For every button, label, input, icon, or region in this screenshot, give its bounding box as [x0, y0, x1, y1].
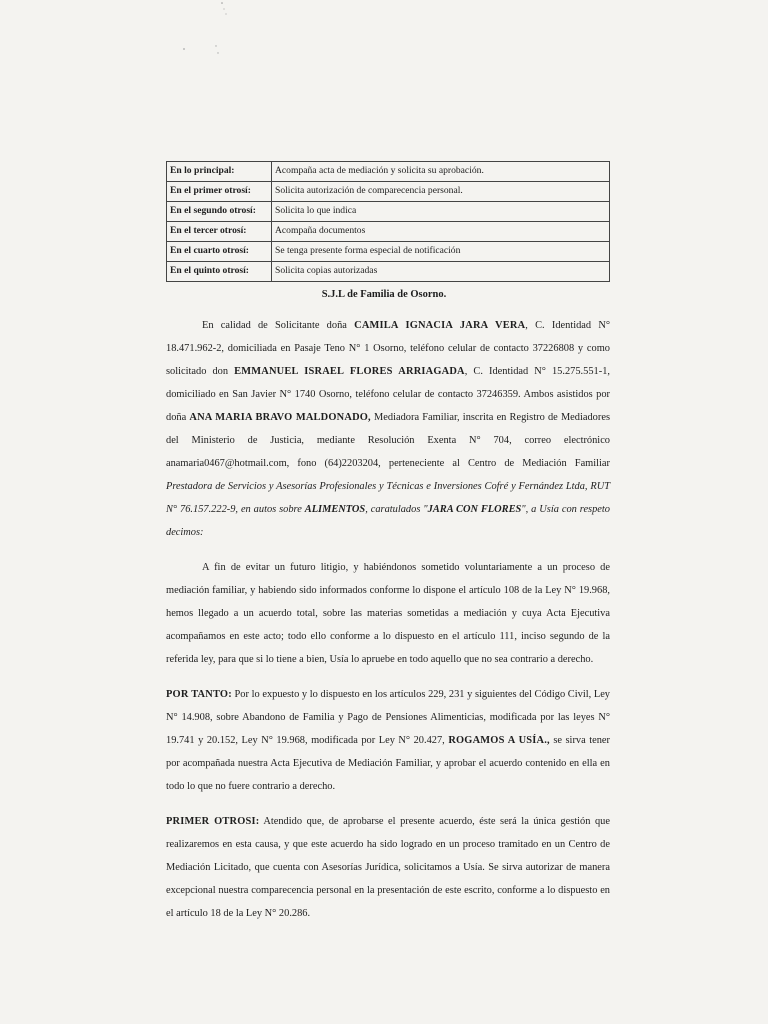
text-segment: Atendido que, de aprobarse el presente acuerdo, éste será la única gestión que realizaremos en esta causa, y que este acuerdo ha sido logrado en un proceso tramitado en un Centro de Mediación Licitado, que cuenta con Asesorías Jurídica, solicitamos a Usía. Se sirva autorizar de manera excepcional nuestra comparecencia personal en la presentación de este escrito, conforme a lo dispuesto en el artículo 18 de la Ley N° 20.286. — [166, 816, 610, 919]
text-segment-italic: , caratulados " — [365, 504, 428, 515]
row-value: Solicita autorización de comparecencia personal. — [272, 182, 610, 202]
text-segment: , C. Identidad N° 18.471.962-2, domiciliada en Pasaje Teno N° 1 Osorno, teléfono celular de contacto 37226808 y como solicitado don — [166, 320, 610, 377]
applicant-name: CAMILA IGNACIA JARA VERA — [354, 320, 526, 331]
scan-specks — [0, 0, 768, 120]
text-segment: En calidad de Solicitante doña — [202, 320, 355, 331]
row-value: Se tenga presente forma especial de notificación — [272, 242, 610, 262]
row-value: Acompaña acta de mediación y solicita su aprobación. — [272, 162, 610, 182]
document-body — [166, 314, 610, 925]
summary-table — [166, 161, 610, 282]
text-segment: , C. Identidad N° 15.275.551-1, domiciliado en San Javier N° 1740 Osorno, teléfono celular de contacto 37246359. Ambos asistidos por doña — [166, 366, 610, 423]
case-matter: ALIMENTOS — [304, 504, 366, 515]
text-segment: Mediadora Familiar, inscrita en Registro de Mediadores del Ministerio de Justicia, mediante Resolución Exenta N° 704, correo electrónico anamaria0467@hotmail.com, fono (64)2203204, perteneciente al Centro de Mediación Familiar — [166, 412, 610, 469]
table-row — [167, 262, 610, 282]
paragraph-por-tanto — [166, 683, 610, 798]
mediator-name: ANA MARIA BRAVO MALDONADO, — [189, 412, 371, 423]
section-label: PRIMER OTROSI: — [166, 816, 260, 827]
row-key: En el tercer otrosí: — [167, 222, 272, 242]
table-row — [167, 182, 610, 202]
table-row — [167, 202, 610, 222]
text-segment: se sirva tener por acompañada nuestra Acta Ejecutiva de Mediación Familiar, y aprobar el acuerdo contenido en ella en todo lo que no fuere contrario a derecho. — [166, 735, 610, 792]
table-row — [167, 162, 610, 182]
table-row — [167, 242, 610, 262]
row-value: Solicita copias autorizadas — [272, 262, 610, 282]
request-phrase: ROGAMOS A USÍA., — [448, 735, 550, 746]
respondent-name: EMMANUEL ISRAEL FLORES ARRIAGADA — [234, 366, 465, 377]
paragraph-agreement: A fin de evitar un futuro litigio, y habiéndonos sometido voluntariamente a un proceso de mediación familiar, y habiendo sido informados conforme lo dispone el artículo 108 de la Ley N° 19.968, hemos llegado a un acuerdo total, sobre las materias sometidas a mediación y cuya Acta Ejecutiva acompañamos en este acto; todo ello conforme a lo dispuesto en el artículo 111, inciso segundo de la referida ley, para que si lo tiene a bien, Usía lo apruebe en todo aquello que no sea contrario a derecho. — [166, 562, 610, 665]
row-value: Solicita lo que indica — [272, 202, 610, 222]
row-value: Acompaña documentos — [272, 222, 610, 242]
row-key: En lo principal: — [167, 162, 272, 182]
text-segment: Por lo expuesto y lo dispuesto en los artículos 229, 231 y siguientes del Código Civil, Ley N° 14.908, sobre Abandono de Familia y Pago de Pensiones Alimenticias, modificada por las leyes N° 19.741 y 20.152, Ley N° 19.968, modificada por Ley N° 20.427, — [166, 689, 610, 746]
row-key: En el primer otrosí: — [167, 182, 272, 202]
paragraph-parties — [166, 314, 610, 544]
case-caption: JARA CON FLORES — [427, 504, 522, 515]
row-key: En el segundo otrosí: — [167, 202, 272, 222]
paragraph-primer-otrosi — [166, 810, 610, 925]
table-row — [167, 222, 610, 242]
court-heading: S.J.L de Familia de Osorno. — [321, 289, 447, 300]
row-key: En el quinto otrosí: — [167, 262, 272, 282]
row-key: En el cuarto otrosí: — [167, 242, 272, 262]
text-segment-italic: ", a Usía con respeto decimos: — [166, 504, 610, 538]
section-label: POR TANTO: — [166, 689, 232, 700]
text-segment-italic: Prestadora de Servicios y Asesorías Profesionales y Técnicas e Inversiones Cofré y Fernández Ltda, RUT N° 76.157.222-9, en autos sobre — [166, 481, 610, 515]
